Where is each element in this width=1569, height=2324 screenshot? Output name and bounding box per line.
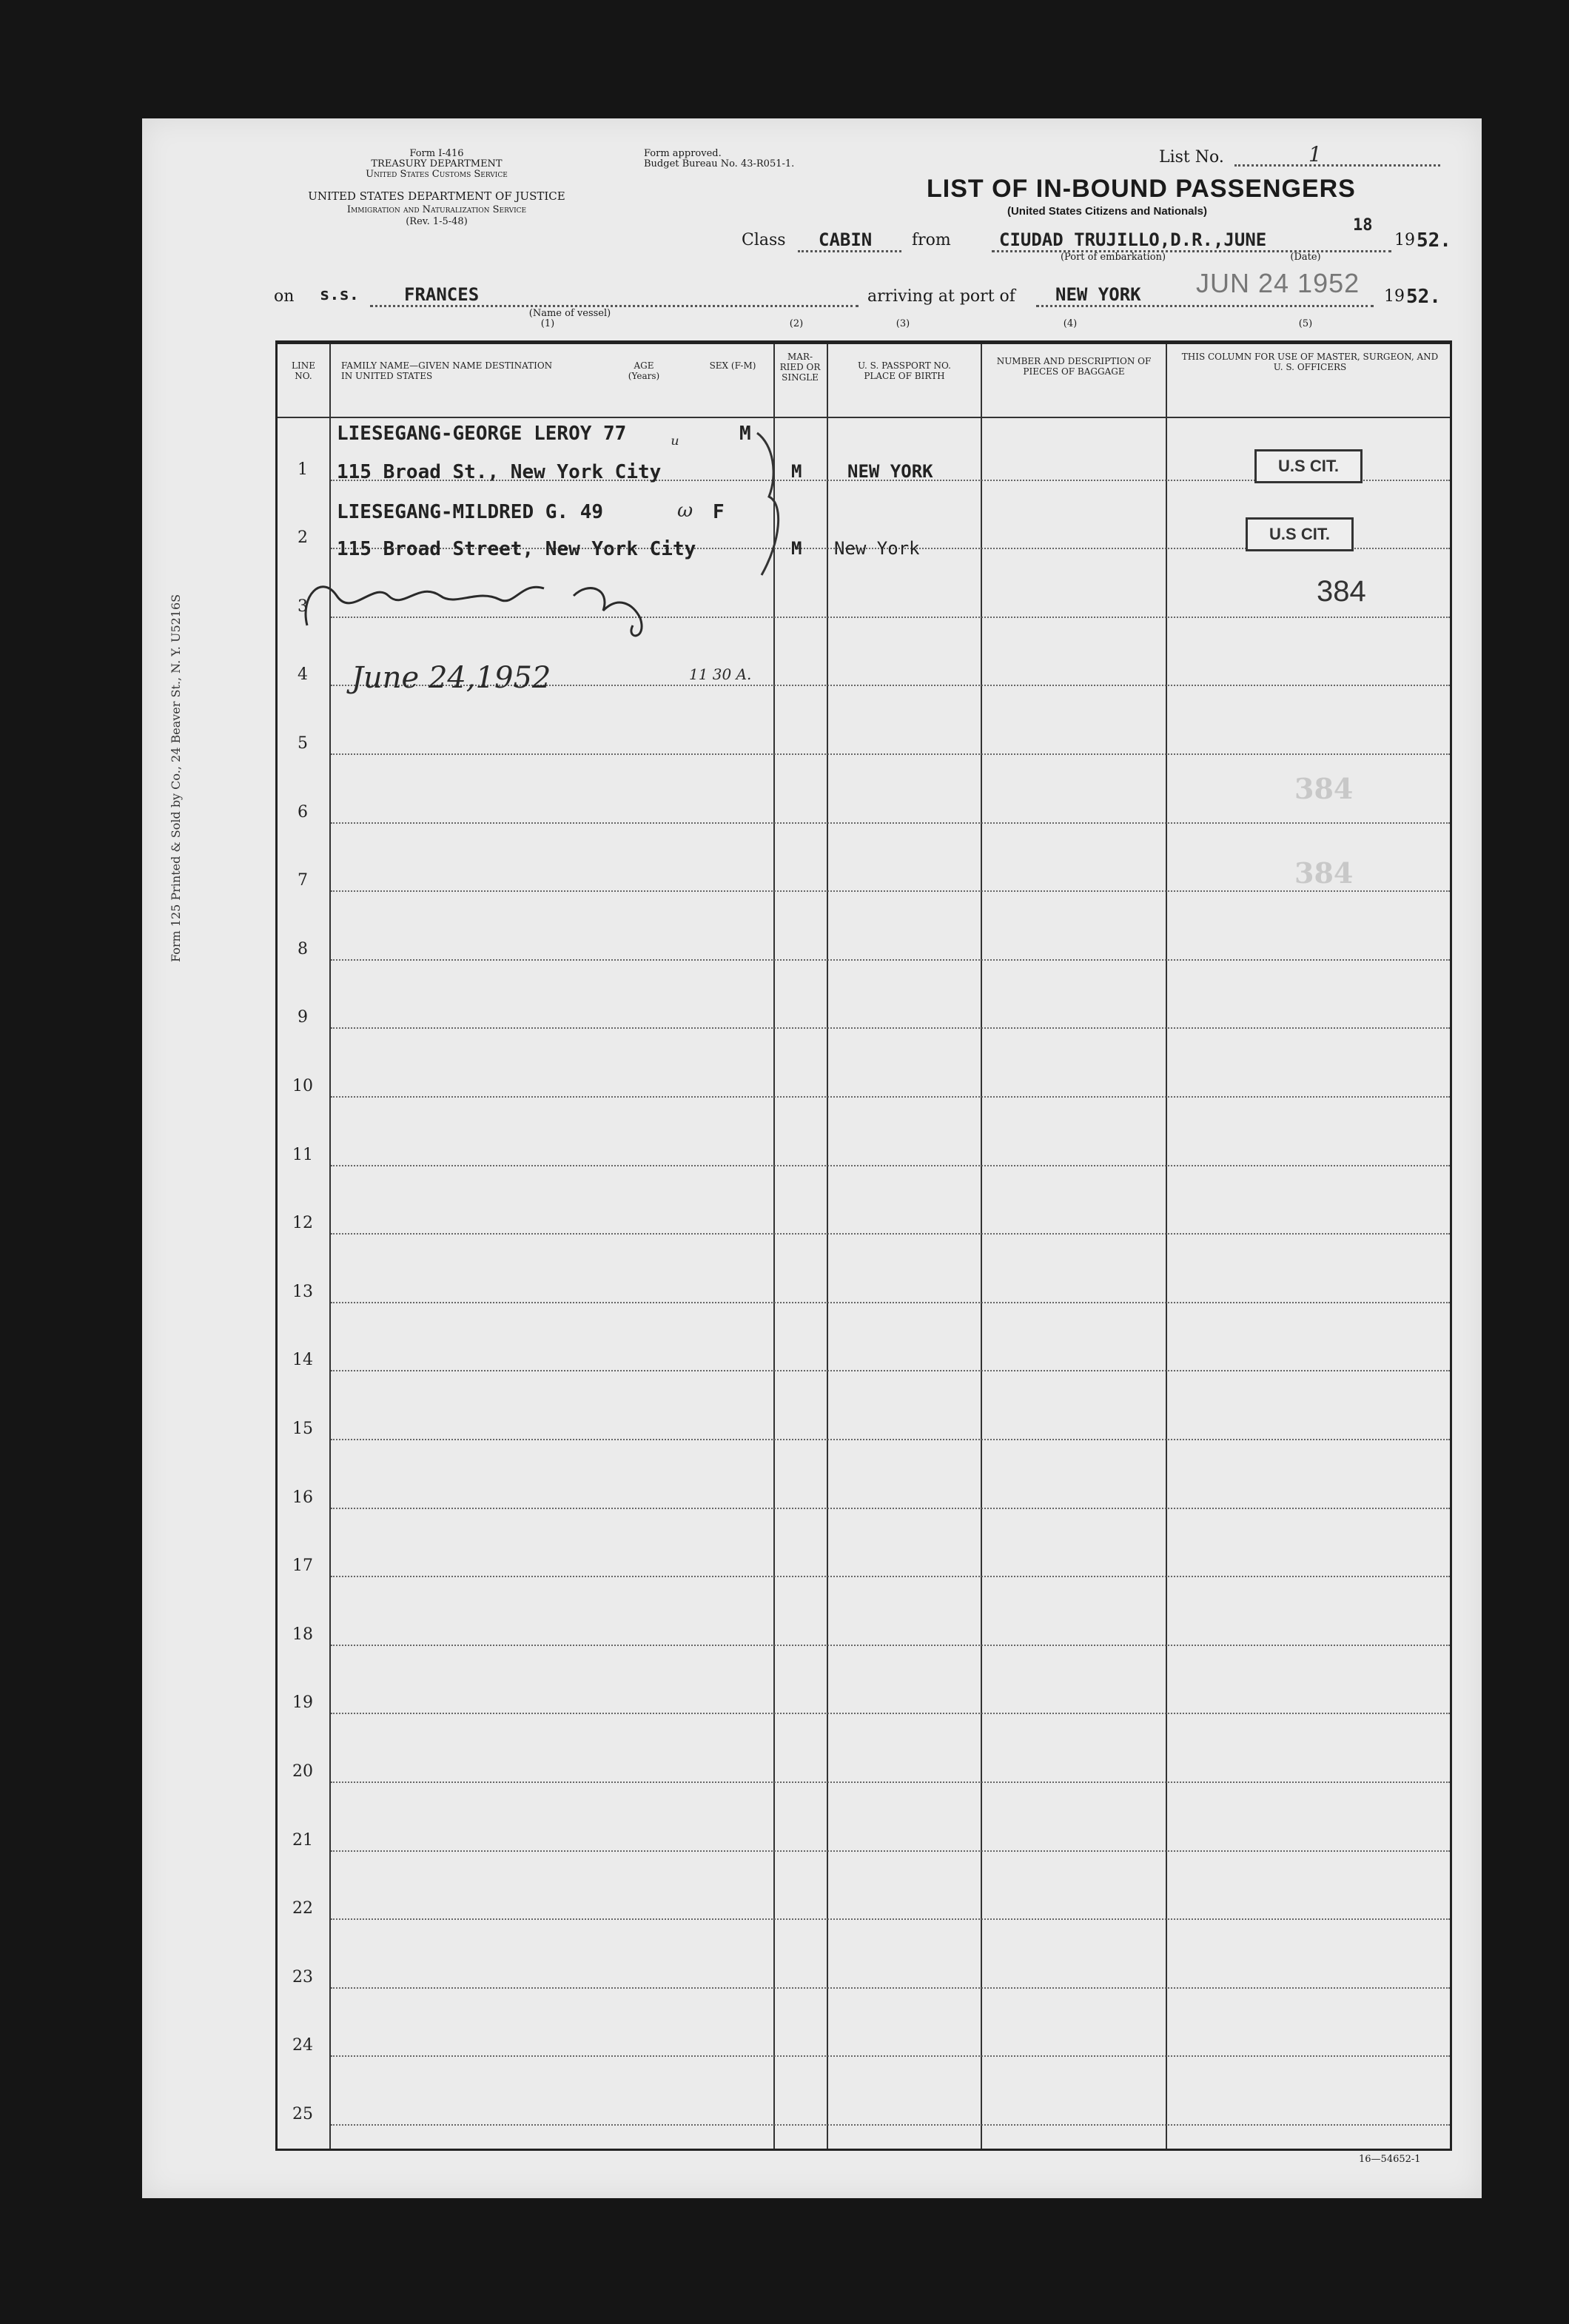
form-approved: Form approved. (644, 148, 722, 159)
row-number: 3 (298, 597, 308, 616)
row-line (331, 1027, 1450, 1029)
handwritten-date: June 24,1952 (352, 661, 551, 695)
row-number: 4 (298, 665, 308, 685)
row-line (331, 1987, 1450, 1989)
year-value: 52. (1417, 229, 1451, 252)
row-line (331, 1781, 1450, 1783)
passenger-1-mark: ᵤ (671, 426, 680, 450)
header-name: FAMILY NAME—GIVEN NAME DESTINATION IN UNITED STATES (341, 360, 553, 381)
row-line (331, 2055, 1450, 2057)
row-line (331, 2124, 1450, 2126)
header-passport: U. S. PASSPORT NO. PLACE OF BIRTH (858, 360, 951, 381)
row-number: 14 (292, 1351, 313, 1370)
row-number: 23 (292, 1967, 313, 1987)
footer-code: 16—54652-1 (1359, 2154, 1421, 2165)
budget-bureau: Budget Bureau No. 43-R051-1. (644, 158, 795, 169)
vessel-value: FRANCES (404, 284, 480, 305)
row-number: 18 (292, 1625, 313, 1644)
header-baggage: NUMBER AND DESCRIPTION OF PIECES OF BAGGAGE (996, 356, 1152, 377)
row-number: 5 (298, 734, 308, 753)
passenger-1-name: LIESEGANG-GEORGE LEROY 77 (337, 423, 627, 445)
row-line (331, 959, 1450, 961)
row-line (331, 1576, 1450, 1577)
row-line (331, 1918, 1450, 1920)
passenger-1-birthplace: NEW YORK (847, 461, 933, 482)
passenger-1-sex: M (739, 423, 751, 445)
justice-dept: UNITED STATES DEPARTMENT OF JUSTICE (308, 189, 565, 203)
arrival-year-value: 52. (1406, 286, 1441, 308)
col-divider (981, 344, 982, 2149)
row-number: 25 (292, 2105, 313, 2123)
row-line (331, 1165, 1450, 1166)
embarkation-value: CIUDAD TRUJILLO,D.R.,JUNE (999, 229, 1267, 250)
family-bracket (751, 430, 788, 578)
embarkation-day: 18 (1353, 216, 1373, 235)
date-caption: (Date) (1290, 252, 1321, 263)
faint-number-a: 384 (1294, 772, 1354, 805)
inspector-signature (292, 566, 677, 655)
vessel-line (370, 305, 859, 307)
row-number: 20 (292, 1762, 313, 1781)
header-age: AGE (Years) (628, 360, 660, 381)
port-caption: (Port of embarkation) (1060, 252, 1166, 263)
row-number: 10 (292, 1077, 313, 1095)
row-line (331, 1850, 1450, 1852)
passenger-2-married: M (791, 538, 802, 559)
passenger-2-destination: 115 Broad Street, New York City (337, 538, 696, 560)
row-number: 7 (298, 871, 308, 890)
row-line (331, 753, 1450, 755)
on-label: on (274, 287, 295, 306)
header-married: MAR-RIED OR SINGLE (779, 352, 821, 383)
row-number: 12 (292, 1214, 313, 1233)
printer-imprint: Form 125 Printed & Sold by Co., 24 Beaver St., N. Y. U5216S (169, 594, 183, 962)
row-number: 15 (292, 1420, 313, 1438)
row-number: 19 (292, 1693, 313, 1713)
form-subtitle: (United States Citizens and Nationals) (1007, 205, 1208, 218)
class-line (798, 250, 901, 252)
passenger-1-married: M (791, 461, 802, 482)
col-num-1: (1) (540, 318, 555, 329)
arrival-year-prefix: 19 (1384, 287, 1405, 306)
arrival-port: NEW YORK (1055, 284, 1141, 305)
col-num-2: (2) (789, 318, 804, 329)
passenger-1-citizen-stamp: U.S CIT. (1254, 449, 1363, 483)
col-num-4: (4) (1063, 318, 1078, 329)
year-prefix: 19 (1394, 231, 1415, 249)
passenger-2-sex: F (713, 501, 725, 523)
ins-label: Immigration and Naturalization Service (346, 204, 527, 215)
row-line (331, 1645, 1450, 1646)
row-line (331, 1713, 1450, 1714)
header-divider (278, 417, 1450, 418)
col-divider (773, 344, 775, 2149)
ship-prefix: s.s. (320, 286, 359, 304)
header-officers: THIS COLUMN FOR USE OF MASTER, SURGEON, AND U. S. OFFICERS (1181, 352, 1439, 372)
passenger-table (275, 340, 1452, 2151)
row-line (331, 1370, 1450, 1371)
class-label: Class (742, 231, 786, 249)
revision: (Rev. 1-5-48) (406, 216, 468, 227)
col-divider (827, 344, 828, 2149)
row-number: 8 (298, 939, 308, 958)
from-label: from (912, 231, 951, 249)
arrival-date-stamp: JUN 24 1952 (1196, 268, 1360, 298)
row-number: 11 (292, 1145, 313, 1164)
treasury-dept: TREASURY DEPARTMENT (371, 158, 503, 169)
list-no-line (1234, 164, 1440, 167)
header-sex: SEX (F-M) (709, 360, 756, 371)
passenger-2-birthplace: New York (834, 538, 920, 559)
row-number: 13 (292, 1282, 313, 1301)
customs-service: United States Customs Service (366, 169, 508, 180)
passenger-1-destination: 115 Broad St., New York City (337, 461, 662, 483)
row-number: 17 (292, 1556, 313, 1576)
handwritten-time: 11 30 A. (689, 665, 752, 683)
faint-number-b: 384 (1294, 856, 1354, 890)
arrival-line (1036, 305, 1374, 307)
row-number: 22 (292, 1899, 313, 1918)
vessel-caption: (Name of vessel) (528, 308, 611, 319)
list-no-value: 1 (1308, 142, 1322, 167)
row-number: 21 (292, 1830, 313, 1850)
class-value: CABIN (819, 229, 873, 250)
col-divider (1166, 344, 1167, 2149)
row-line (331, 1508, 1450, 1509)
row-line (331, 890, 1450, 892)
row-number: 24 (292, 2036, 313, 2055)
arriving-label: arriving at port of (867, 287, 1015, 306)
col-num-3: (3) (896, 318, 910, 329)
passenger-2-name: LIESEGANG-MILDRED G. 49 (337, 501, 604, 523)
list-no-label: List No. (1159, 148, 1224, 167)
row-number: 9 (298, 1008, 308, 1027)
passenger-2-citizen-stamp: U.S CIT. (1246, 517, 1354, 551)
row-line (331, 1439, 1450, 1440)
form-number: Form I-416 (409, 148, 464, 159)
row-line (331, 1233, 1450, 1235)
row-line (331, 1302, 1450, 1303)
row-number: 2 (298, 528, 308, 548)
officer-number: 384 (1317, 575, 1366, 608)
row-line (331, 822, 1450, 824)
row-number: 6 (298, 802, 308, 822)
header-line-no: LINE NO. (292, 360, 315, 381)
row-number: 16 (292, 1488, 313, 1507)
form-title: LIST OF IN-BOUND PASSENGERS (927, 175, 1356, 203)
row-line (331, 1096, 1450, 1098)
row-number: 1 (298, 460, 308, 479)
col-num-5: (5) (1298, 318, 1313, 329)
passenger-2-mark: ω (677, 500, 693, 522)
